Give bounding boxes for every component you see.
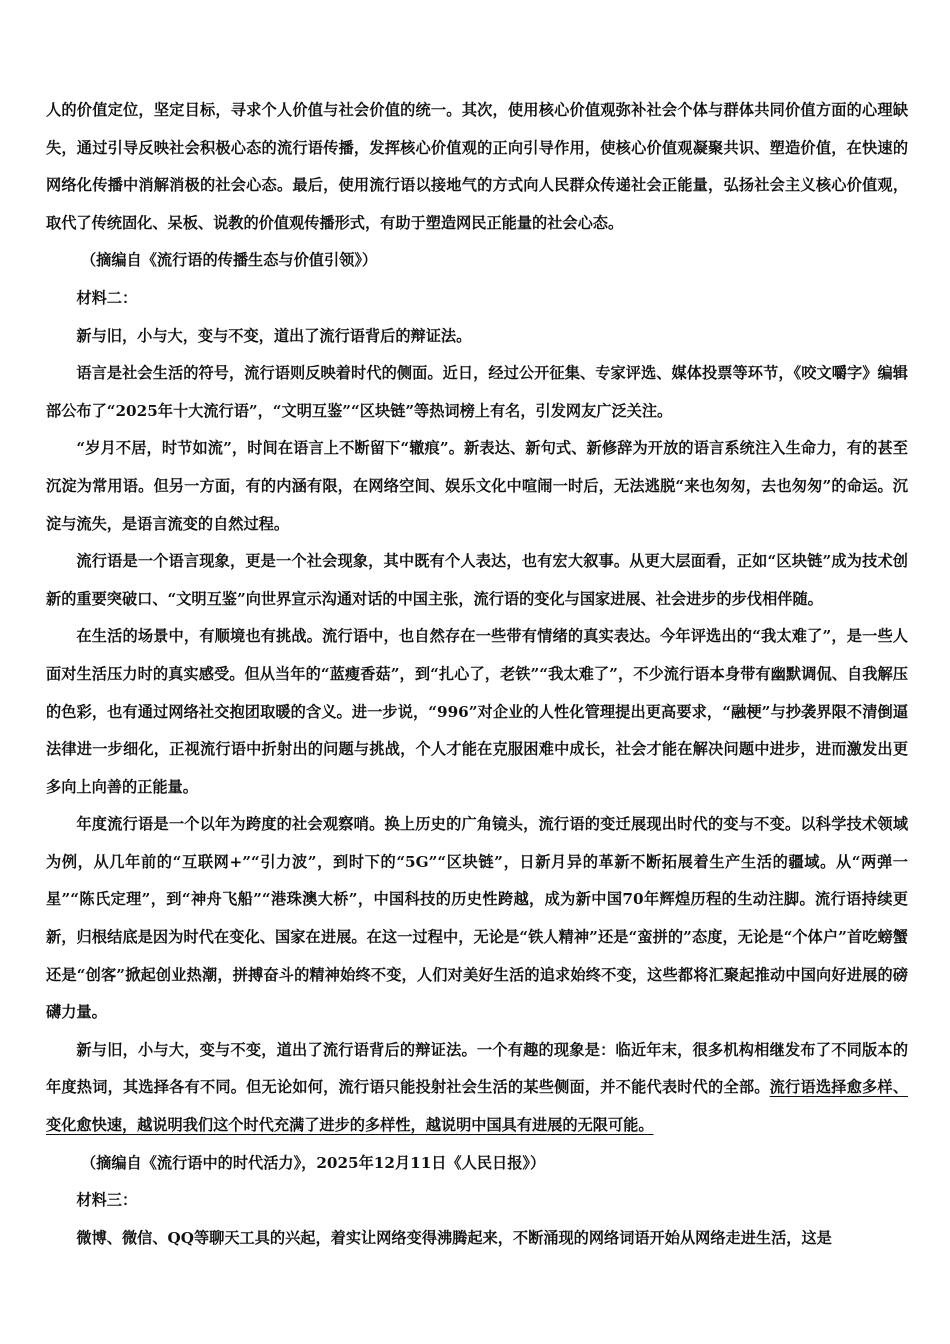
document-page (46, 92, 908, 1257)
paragraph: 语言是社会生活的符号，流行语则反映着时代的侧面。近日，经过公开征集、专家评选、媒体投票等环节，《咬文嚼字》编辑部公布了“2025年十大流行语”，“文明互鉴”“区块链”等热词榜上有名，引发网友广泛关注。 (46, 364, 908, 420)
paragraph: 新与旧，小与大，变与不变，道出了流行语背后的辩证法。 (76, 326, 472, 345)
section-heading-material-3: 材料三： (76, 1191, 138, 1210)
source-citation-1: （摘编自《流行语的传播生态与价值引领》） (80, 251, 378, 270)
source-citation-2: （摘编自《流行语中的时代活力》，2025年12月11日《人民日报》） (80, 1153, 546, 1172)
paragraph-continuation: 人的价值定位，坚定目标，寻求个人价值与社会价值的统一。其次，使用核心价值观弥补社会个体与群体共同价值方面的心理缺失，通过引导反映社会积极心态的流行语传播，发挥核心价值观的正向引导作用，使核心价值观凝聚共识、塑造价值，在快速的网络化传播中消解消极的社会心态。最后，使用流行语以接地气的方式向人民群众传递社会正能量，弘扬社会主义核心价值观，取代了传统固化、呆板、说教的价值观传播形式，有助于塑造网民正能量的社会心态。 (46, 101, 908, 232)
paragraph: 在生活的场景中，有顺境也有挑战。流行语中，也自然存在一些带有情绪的真实表达。今年评选出的“我太难了”，是一些人面对生活压力时的真实感受。但从当年的“蓝瘦香菇”，到“扎心了，老铁”“我太难了”，不少流行语本身带有幽默调侃、自我解压的色彩，也有通过网络社交抱团取暖的含义。进一步说，“996”对企业的人性化管理提出更高要求，“融梗”与抄袭界限不清倒逼法律进一步细化，正视流行语中折射出的问题与挑战，个人才能在克服困难中成长，社会才能在解决问题中进步，进而激发出更多向上向善的正能量。 (46, 627, 908, 796)
paragraph: 微博、微信、QQ等聊天工具的兴起，着实让网络变得沸腾起来，不断涌现的网络词语开始从网络走进生活，这是 (76, 1228, 832, 1247)
paragraph: 流行语是一个语言现象，更是一个社会现象，其中既有个人表达，也有宏大叙事。从更大层面看，正如“区块链”成为技术创新的重要突破口、“文明互鉴”向世界宣示沟通对话的中国主张，流行语的变化与国家进展、社会进步的步伐相伴随。 (46, 552, 908, 608)
paragraph: 年度流行语是一个以年为跨度的社会观察哨。换上历史的广角镜头，流行语的变迁展现出时代的变与不变。以科学技术领域为例，从几年前的“互联网+”“引力波”，到时下的“5G”“区块链”，日新月异的革新不断拓展着生产生活的疆域。从“两弹一星”“陈氏定理”，到“神舟飞船”“港珠澳大桥”，中国科技的历史性跨越，成为新中国70年辉煌历程的生动注脚。流行语持续更新，归根结底是因为时代在变化、国家在进展。在这一过程中，无论是“铁人精神”还是“蛮拼的”态度，无论是“个体户”首吃螃蟹还是“创客”掀起创业热潮，拼搏奋斗的精神始终不变，人们对美好生活的追求始终不变，这些都将汇聚起推动中国向好进展的磅礴力量。 (46, 815, 908, 1022)
paragraph-text: 新与旧，小与大，变与不变，道出了流行语背后的辩证法。一个有趣的现象是：临近年末，很多机构相继发布了不同版本的年度热词，其选择各有不同。但无论如何，流行语只能投射社会生活的某些侧面，并不能代表时代的全部。 (46, 1040, 908, 1097)
section-heading-material-2: 材料二： (76, 288, 138, 307)
paragraph (46, 1032, 908, 1145)
paragraph: “岁月不居，时节如流”，时间在语言上不断留下“辙痕”。新表达、新句式、新修辞为开放的语言系统注入生命力，有的甚至沉淀为常用语。但另一方面，有的内涵有限，在网络空间、娱乐文化中喧闹一时后，无法逃脱“来也匆匆，去也匆匆”的命运。沉淀与流失，是语言流变的自然过程。 (46, 439, 908, 533)
underlined-sentence: 流行语选择愈多样、变化愈快速，越说明我们这个时代充满了进步的多样性，越说明中国具有进展的无限可能。 (46, 1078, 909, 1135)
